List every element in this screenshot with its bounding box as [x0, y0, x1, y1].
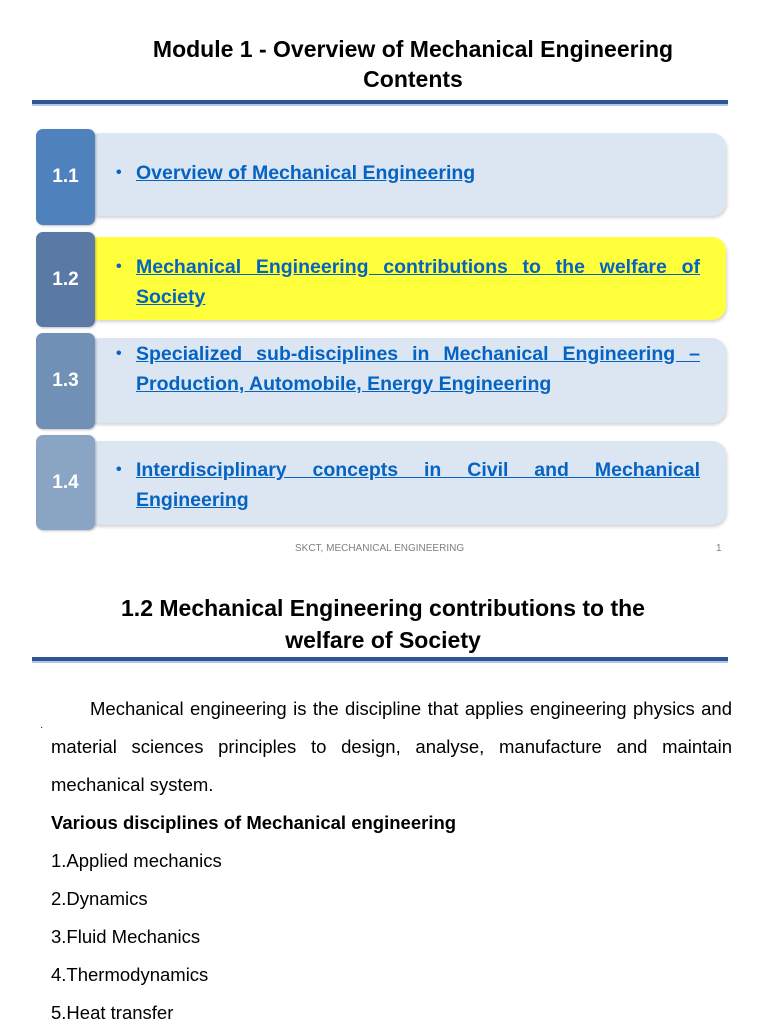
disciplines-heading: Various disciplines of Mechanical engineering: [51, 812, 457, 833]
item-number: 1.4: [36, 435, 95, 530]
bullet-icon: •: [116, 164, 122, 181]
contents-item-1-2[interactable]: [36, 232, 726, 327]
item-number: 1.2: [36, 232, 95, 327]
contents-link[interactable]: [116, 455, 700, 515]
bullet-icon: •: [116, 345, 122, 362]
contents-link-text: Interdisciplinary concepts in Civil and Mechanical Engineering: [136, 459, 700, 511]
section-title-line2: welfare of Society: [285, 627, 481, 653]
list-item: 5.Heat transfer: [51, 1002, 174, 1023]
contents-link-text: Mechanical Engineering contributions to the welfare of Society: [136, 256, 700, 308]
section-title: [30, 592, 736, 656]
bullet-icon: •: [116, 461, 122, 478]
slide-title: [60, 34, 766, 94]
slide-title-line1: Module 1 - Overview of Mechanical Engineering: [152, 36, 674, 62]
intro-paragraph: Mechanical engineering is the discipline that applies engineering physics and material sciences principles to design, analyse, manufacture and maintain mechanical system.: [51, 698, 732, 795]
list-item: 1.Applied mechanics: [51, 850, 222, 871]
list-item: 2.Dynamics: [51, 888, 148, 909]
list-item: 4.Thermodynamics: [51, 964, 209, 985]
contents-link[interactable]: [116, 158, 700, 188]
contents-link-text: Specialized sub-disciplines in Mechanical Engineering – Production, Automobile, Energy Engineering: [136, 343, 700, 395]
slide-title-line2: Contents: [363, 66, 463, 92]
slide-footer: SKCT, MECHANICAL ENGINEERING: [295, 543, 465, 554]
contents-item-1-3[interactable]: [36, 333, 726, 429]
contents-link-text: Overview of Mechanical Engineering: [136, 162, 476, 184]
contents-link[interactable]: [116, 252, 700, 312]
slide-page-number: 1: [716, 543, 722, 554]
title-underline: [32, 100, 728, 106]
section-underline: [32, 657, 728, 663]
section-title-line1: 1.2 Mechanical Engineering contributions to the: [121, 595, 645, 621]
contents-item-1-4[interactable]: [36, 435, 726, 530]
bullet-icon: •: [116, 258, 122, 275]
list-item: 3.Fluid Mechanics: [51, 926, 201, 947]
item-number: 1.3: [36, 333, 95, 429]
contents-link[interactable]: [116, 339, 700, 399]
contents-item-1-1[interactable]: [36, 129, 726, 225]
item-number: 1.1: [36, 129, 95, 225]
body-content: [51, 690, 732, 1032]
margin-mark: ·: [40, 722, 44, 733]
